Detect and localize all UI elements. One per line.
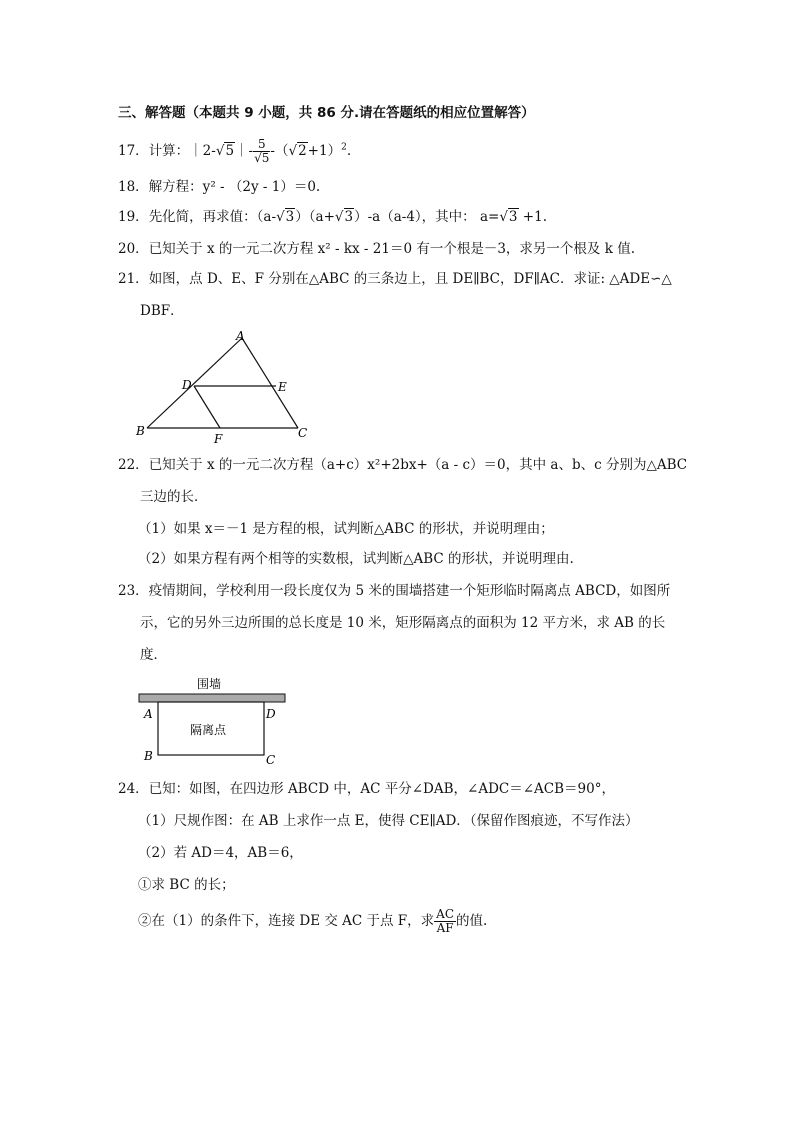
q24-sub-1: （1）尺规作图：在 AB 上求作一点 E，使得 CE∥AD．（保留作图痕迹，不写作法）: [138, 813, 639, 829]
wall-label: 围墙: [197, 677, 222, 691]
q22-sub-2: （2）如果方程有两个相等的实数根，试判断△ABC 的形状，并说明理由.: [138, 551, 574, 567]
q24-sub-2b: [138, 908, 487, 935]
isolation-point-figure: [135, 672, 295, 768]
q23-number: 23．: [118, 583, 149, 599]
q19-number: 19．: [118, 209, 149, 225]
label-a: A: [236, 329, 245, 343]
q22-text-2: 三边的长．: [140, 489, 208, 505]
q17-text-3: -（: [270, 143, 289, 159]
sqrt-3-c: √3: [499, 209, 518, 225]
label-b: B: [136, 424, 145, 438]
sqrt-3-a: √3: [276, 209, 295, 225]
q20-number: 20．: [118, 241, 149, 257]
q21-number: 21．: [118, 271, 149, 287]
sqrt-2: √2: [288, 143, 307, 159]
question-18: [118, 178, 320, 196]
q17-number: 17．: [118, 143, 149, 159]
side-ac: [242, 338, 298, 428]
side-ab: [147, 338, 242, 428]
label-d: D: [182, 378, 192, 392]
q23-text-2: 示，它的另外三边所围的总长度是 10 米，矩形隔离点的面积为 12 平方米，求 AB 的长: [140, 615, 666, 631]
q22-text-1: 已知关于 x 的一元二次方程（a+c）x²+2bx+（a - c）＝0，其中 a、b、c 分别为△ABC: [148, 457, 688, 473]
q24-sub-2: （2）若 AD＝4，AB＝6，: [138, 845, 303, 861]
rect-label: 隔离点: [190, 723, 227, 737]
q17-text-1: 计算：｜2-: [148, 143, 216, 159]
question-17: [118, 138, 351, 165]
question-21: [118, 270, 672, 288]
q17-text-4: +1）: [307, 143, 342, 159]
label-c: C: [266, 753, 276, 767]
question-24: [118, 780, 615, 798]
question-20: [118, 240, 635, 258]
wall: [139, 694, 285, 702]
q19-text-2: ）（a+: [295, 209, 335, 225]
fraction-5-over-sqrt5: $\frac{5}{√5}$: [254, 137, 270, 165]
q21-text-2: DBF．: [140, 303, 184, 319]
q23-text-3: 度．: [140, 647, 167, 663]
q24-sub-2b-text: ②在（1）的条件下，连接 DE 交 AC 于点 F，求: [138, 913, 435, 929]
segment-df: [194, 386, 220, 428]
q24-sub-2b-end: 的值.: [456, 913, 488, 929]
q19-text-1: 先化简，再求值：（a-: [148, 209, 277, 225]
question-23: [118, 582, 670, 600]
section-title: 三、解答题（本题共 9 小题，共 86 分.请在答题纸的相应位置解答）: [118, 105, 535, 121]
fraction-ac-over-af: $\frac{AC}{AF}$: [436, 907, 455, 935]
q24-sub-2a: ①求 BC 的长；: [138, 877, 235, 893]
question-19: [118, 208, 547, 226]
q18-text: 解方程：y² - （2y - 1）＝0.: [148, 179, 321, 195]
q19-text-3: ）-a（a-4），其中： a=: [354, 209, 500, 225]
label-f: F: [214, 432, 223, 446]
question-22: [118, 456, 687, 474]
q18-number: 18．: [118, 179, 149, 195]
q17-text-2: ｜-: [235, 143, 254, 159]
label-b: B: [144, 749, 153, 763]
q24-number: 24．: [118, 781, 149, 797]
sqrt-5: √5: [215, 143, 235, 159]
q17-end: .: [346, 143, 352, 159]
q21-text-1: 如图，点 D、E、F 分别在△ABC 的三条边上，且 DE∥BC，DF∥AC．求证: △ADE∽△: [148, 271, 672, 287]
q20-text: 已知关于 x 的一元二次方程 x² - kx - 21＝0 有一个根是－3，求另一个根及 k 值.: [148, 241, 635, 257]
label-d: D: [266, 707, 276, 721]
q22-number: 22．: [118, 457, 149, 473]
q17-exponent: 2: [341, 142, 347, 153]
label-e: E: [278, 380, 287, 394]
label-a: A: [144, 707, 153, 721]
q22-sub-1: （1）如果 x＝－1 是方程的根，试判断△ABC 的形状，并说明理由；: [138, 521, 554, 537]
sqrt-3-b: √3: [334, 209, 354, 225]
q23-text-1: 疫情期间，学校利用一段长度仅为 5 米的围墙搭建一个矩形临时隔离点 ABCD，如图所: [148, 583, 671, 599]
q24-text-1: 已知：如图，在四边形 ABCD 中，AC 平分∠DAB，∠ADC＝∠ACB＝90°，: [148, 781, 615, 797]
label-c: C: [298, 426, 308, 440]
triangle-figure: [130, 328, 320, 446]
q19-text-4: +1.: [518, 209, 547, 225]
